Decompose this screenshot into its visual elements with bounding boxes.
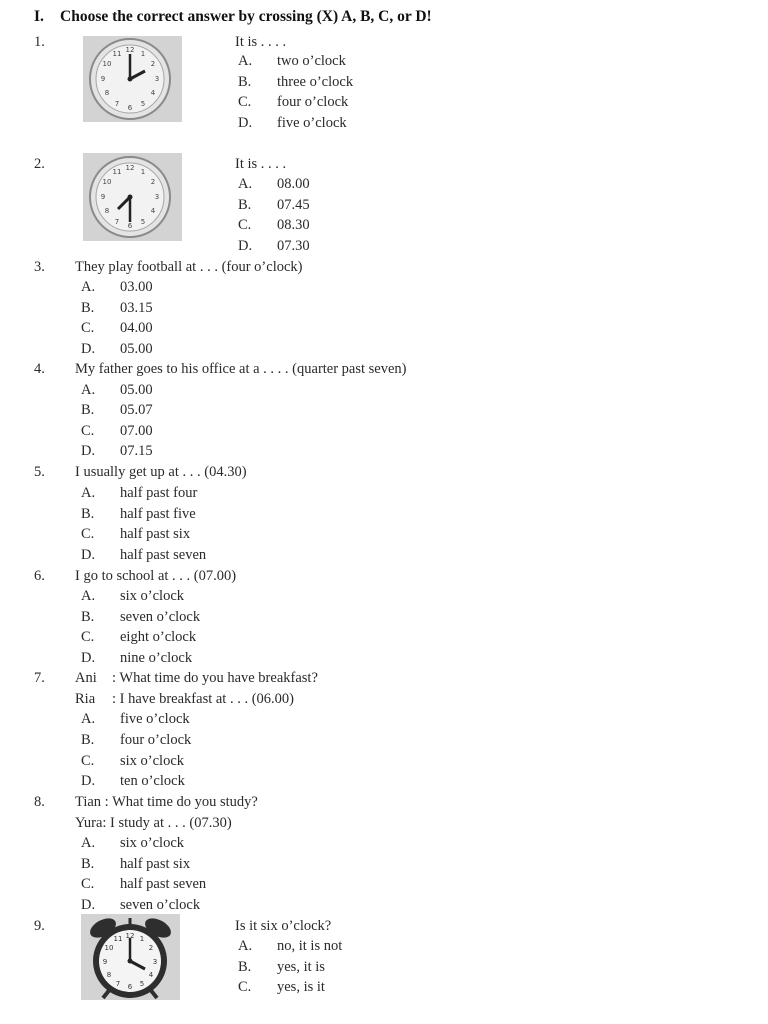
svg-text:3: 3 bbox=[154, 75, 160, 83]
question-8-option-c-text[interactable]: half past seven bbox=[120, 876, 207, 892]
question-9-option-b-letter[interactable]: B. bbox=[238, 959, 252, 975]
question-5-stem: I usually get up at . . . (04.30) bbox=[75, 464, 247, 480]
question-3-option-b-text[interactable]: 03.15 bbox=[120, 300, 153, 316]
section-heading bbox=[34, 8, 432, 26]
question-2-option-b-letter[interactable]: B. bbox=[238, 197, 252, 213]
svg-text:1: 1 bbox=[140, 168, 146, 176]
question-6-option-a-letter[interactable]: A. bbox=[81, 588, 96, 604]
svg-text:11: 11 bbox=[112, 168, 122, 176]
svg-text:1: 1 bbox=[140, 50, 146, 58]
question-6-option-c-text[interactable]: eight o’clock bbox=[120, 629, 197, 645]
question-7-option-c-text[interactable]: six o’clock bbox=[120, 753, 185, 769]
question-8-option-d-text[interactable]: seven o’clock bbox=[120, 897, 201, 913]
svg-text:9: 9 bbox=[102, 958, 108, 966]
svg-text:7: 7 bbox=[115, 980, 121, 988]
question-4-option-c-letter[interactable]: C. bbox=[81, 423, 95, 439]
question-1-option-d-letter[interactable]: D. bbox=[238, 115, 253, 131]
question-1-option-b-letter[interactable]: B. bbox=[238, 74, 252, 90]
question-7-option-d-letter[interactable]: D. bbox=[81, 773, 96, 789]
svg-text:1: 1 bbox=[139, 935, 145, 943]
svg-text:8: 8 bbox=[104, 89, 110, 97]
svg-text:4: 4 bbox=[150, 89, 156, 97]
question-9-option-c-letter[interactable]: C. bbox=[238, 979, 252, 995]
section-instruction: Choose the correct answer by crossing (X) A, B, C, or D! bbox=[60, 8, 432, 25]
question-6-number: 6. bbox=[34, 568, 45, 584]
svg-text:11: 11 bbox=[113, 935, 123, 943]
question-3-option-d-text[interactable]: 05.00 bbox=[120, 341, 153, 357]
svg-text:12: 12 bbox=[125, 932, 135, 940]
question-1-option-a-text[interactable]: two o’clock bbox=[277, 53, 346, 69]
svg-text:12: 12 bbox=[125, 46, 135, 54]
svg-text:7: 7 bbox=[114, 218, 120, 226]
question-4-number: 4. bbox=[34, 361, 45, 377]
question-9-alarm-clock-image bbox=[81, 914, 180, 1000]
question-3-option-a-text[interactable]: 03.00 bbox=[120, 279, 153, 295]
svg-text:2: 2 bbox=[148, 944, 154, 952]
svg-text:11: 11 bbox=[112, 50, 122, 58]
svg-text:10: 10 bbox=[102, 178, 112, 186]
question-5-option-b-text[interactable]: half past five bbox=[120, 506, 196, 522]
question-8-option-d-letter[interactable]: D. bbox=[81, 897, 96, 913]
svg-text:8: 8 bbox=[106, 971, 112, 979]
svg-text:6: 6 bbox=[127, 222, 133, 230]
question-1-clock-image bbox=[83, 36, 182, 122]
question-5-option-d-text[interactable]: half past seven bbox=[120, 547, 207, 563]
question-1-option-c-letter[interactable]: C. bbox=[238, 94, 252, 110]
question-8-option-b-letter[interactable]: B. bbox=[81, 856, 95, 872]
question-4-option-d-letter[interactable]: D. bbox=[81, 443, 96, 459]
question-8-number: 8. bbox=[34, 794, 45, 810]
question-3-number: 3. bbox=[34, 259, 45, 275]
question-6-option-c-letter[interactable]: C. bbox=[81, 629, 95, 645]
question-6-option-b-text[interactable]: seven o’clock bbox=[120, 609, 201, 625]
question-1-option-b-text[interactable]: three o’clock bbox=[277, 74, 354, 90]
question-2-clock-image bbox=[83, 153, 182, 241]
question-3-option-d-letter[interactable]: D. bbox=[81, 341, 96, 357]
svg-text:6: 6 bbox=[127, 983, 133, 991]
question-6-option-d-letter[interactable]: D. bbox=[81, 650, 96, 666]
svg-text:2: 2 bbox=[150, 178, 156, 186]
question-1-option-a-letter[interactable]: A. bbox=[238, 53, 253, 69]
question-4-option-c-text[interactable]: 07.00 bbox=[120, 423, 153, 439]
question-5-option-d-letter[interactable]: D. bbox=[81, 547, 96, 563]
svg-text:5: 5 bbox=[139, 980, 145, 988]
question-9-option-c-text[interactable]: yes, is it bbox=[277, 979, 325, 995]
question-2-option-c-letter[interactable]: C. bbox=[238, 217, 252, 233]
question-4-option-b-text[interactable]: 05.07 bbox=[120, 402, 153, 418]
question-6-stem: I go to school at . . . (07.00) bbox=[75, 568, 237, 584]
svg-text:4: 4 bbox=[148, 971, 154, 979]
question-7-option-c-letter[interactable]: C. bbox=[81, 753, 95, 769]
question-7-speaker-1: Ani bbox=[75, 670, 97, 686]
svg-text:8: 8 bbox=[104, 207, 110, 215]
svg-text:10: 10 bbox=[102, 60, 112, 68]
svg-text:5: 5 bbox=[140, 218, 146, 226]
question-8-dialogue-2: Yura: I study at . . . (07.30) bbox=[75, 815, 232, 831]
question-2-option-a-letter[interactable]: A. bbox=[238, 176, 253, 192]
question-1-option-c-text[interactable]: four o’clock bbox=[277, 94, 349, 110]
question-4-stem: My father goes to his office at a . . . . (quarter past seven) bbox=[75, 361, 407, 377]
question-8-dialogue-1: Tian : What time do you study? bbox=[75, 794, 258, 810]
question-7-option-b-letter[interactable]: B. bbox=[81, 732, 95, 748]
question-8-option-c-letter[interactable]: C. bbox=[81, 876, 95, 892]
question-3-stem: They play football at . . . (four o’clock) bbox=[75, 259, 303, 275]
question-9-number: 9. bbox=[34, 918, 45, 934]
question-7-option-d-text[interactable]: ten o’clock bbox=[120, 773, 185, 789]
svg-text:6: 6 bbox=[127, 104, 133, 112]
question-5-option-c-letter[interactable]: C. bbox=[81, 526, 95, 542]
question-3-option-c-letter[interactable]: C. bbox=[81, 320, 95, 336]
wall-clock-icon bbox=[83, 36, 182, 122]
question-9-stem: Is it six o’clock? bbox=[235, 918, 332, 934]
question-7-dialogue-1: : What time do you have breakfast? bbox=[112, 670, 318, 686]
question-9-option-b-text[interactable]: yes, it is bbox=[277, 959, 325, 975]
question-2-option-b-text[interactable]: 07.45 bbox=[277, 197, 310, 213]
question-3-option-b-letter[interactable]: B. bbox=[81, 300, 95, 316]
question-7-speaker-2: Ria bbox=[75, 691, 96, 707]
question-8-option-b-text[interactable]: half past six bbox=[120, 856, 191, 872]
svg-text:5: 5 bbox=[140, 100, 146, 108]
question-1-number: 1. bbox=[34, 34, 45, 50]
question-2-number: 2. bbox=[34, 156, 45, 172]
question-7-option-a-letter[interactable]: A. bbox=[81, 711, 96, 727]
question-3-option-c-text[interactable]: 04.00 bbox=[120, 320, 153, 336]
svg-text:9: 9 bbox=[100, 193, 106, 201]
question-4-option-b-letter[interactable]: B. bbox=[81, 402, 95, 418]
question-5-option-c-text[interactable]: half past six bbox=[120, 526, 191, 542]
svg-text:4: 4 bbox=[150, 207, 156, 215]
question-4-option-a-text[interactable]: 05.00 bbox=[120, 382, 153, 398]
question-6-option-b-letter[interactable]: B. bbox=[81, 609, 95, 625]
question-2-option-d-letter[interactable]: D. bbox=[238, 238, 253, 254]
question-5-option-a-letter[interactable]: A. bbox=[81, 485, 96, 501]
question-2-stem: It is . . . . bbox=[235, 156, 287, 172]
question-3-option-a-letter[interactable]: A. bbox=[81, 279, 96, 295]
alarm-clock-icon bbox=[81, 914, 180, 1000]
question-1-option-d-text[interactable]: five o’clock bbox=[277, 115, 347, 131]
section-roman-numeral: I. bbox=[34, 8, 44, 25]
question-9-option-a-text[interactable]: no, it is not bbox=[277, 938, 343, 954]
svg-text:12: 12 bbox=[125, 164, 135, 172]
question-4-option-d-text[interactable]: 07.15 bbox=[120, 443, 153, 459]
question-7-option-a-text[interactable]: five o’clock bbox=[120, 711, 190, 727]
question-7-option-b-text[interactable]: four o’clock bbox=[120, 732, 192, 748]
svg-text:10: 10 bbox=[104, 944, 114, 952]
question-4-option-a-letter[interactable]: A. bbox=[81, 382, 96, 398]
question-1-stem: It is . . . . bbox=[235, 34, 287, 50]
question-5-option-a-text[interactable]: half past four bbox=[120, 485, 198, 501]
question-7-dialogue-2: : I have breakfast at . . . (06.00) bbox=[112, 691, 294, 707]
question-7-number: 7. bbox=[34, 670, 45, 686]
question-2-option-d-text[interactable]: 07.30 bbox=[277, 238, 310, 254]
svg-text:7: 7 bbox=[114, 100, 120, 108]
question-6-option-a-text[interactable]: six o’clock bbox=[120, 588, 185, 604]
question-9-option-a-letter[interactable]: A. bbox=[238, 938, 253, 954]
question-8-option-a-letter[interactable]: A. bbox=[81, 835, 96, 851]
question-2-option-c-text[interactable]: 08.30 bbox=[277, 217, 310, 233]
question-8-option-a-text[interactable]: six o’clock bbox=[120, 835, 185, 851]
question-6-option-d-text[interactable]: nine o’clock bbox=[120, 650, 193, 666]
svg-text:2: 2 bbox=[150, 60, 156, 68]
question-2-option-a-text[interactable]: 08.00 bbox=[277, 176, 310, 192]
svg-text:9: 9 bbox=[100, 75, 106, 83]
svg-text:3: 3 bbox=[154, 193, 160, 201]
wall-clock-icon bbox=[83, 153, 182, 241]
question-5-option-b-letter[interactable]: B. bbox=[81, 506, 95, 522]
svg-text:3: 3 bbox=[152, 958, 158, 966]
question-5-number: 5. bbox=[34, 464, 45, 480]
